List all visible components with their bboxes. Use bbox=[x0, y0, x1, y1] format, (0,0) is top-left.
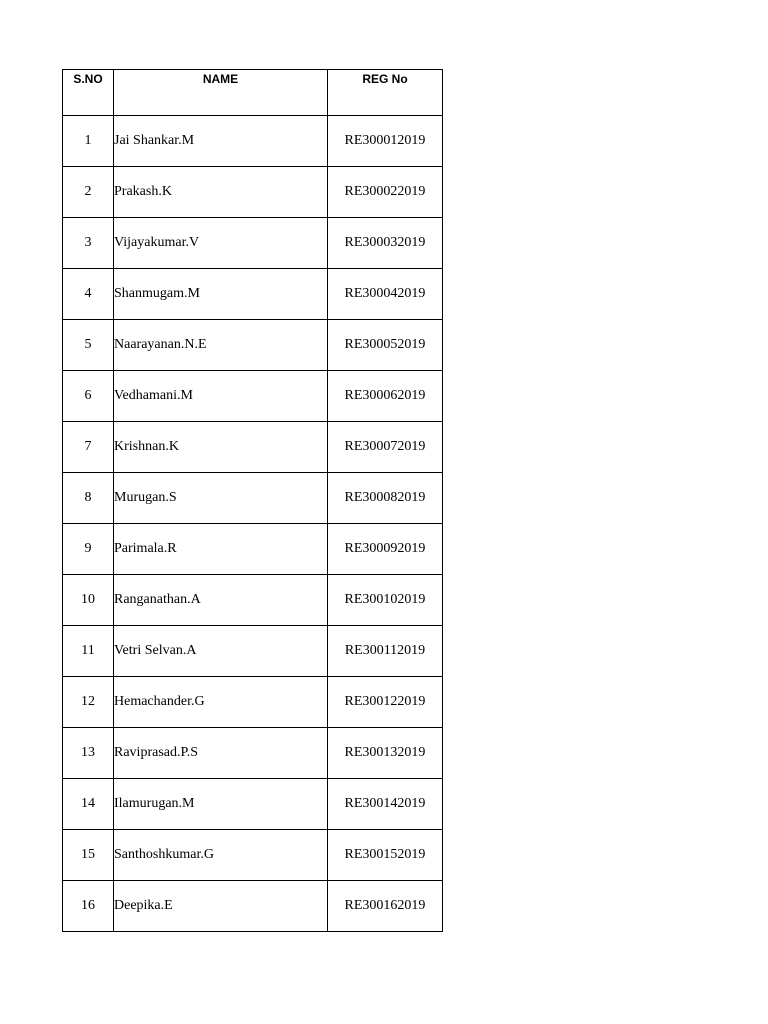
reg-no-cell: RE300072019 bbox=[328, 422, 443, 473]
reg-no-cell: RE300012019 bbox=[328, 116, 443, 167]
table-row bbox=[63, 116, 443, 167]
reg-no-cell: RE300142019 bbox=[328, 779, 443, 830]
registration-table bbox=[62, 69, 443, 932]
name-cell: Krishnan.K bbox=[114, 422, 328, 473]
name-cell: Ilamurugan.M bbox=[114, 779, 328, 830]
sno-cell: 6 bbox=[63, 371, 114, 422]
reg-no-cell: RE300062019 bbox=[328, 371, 443, 422]
column-header-name: NAME bbox=[114, 70, 328, 116]
table-row bbox=[63, 881, 443, 932]
table-row bbox=[63, 728, 443, 779]
table-row bbox=[63, 524, 443, 575]
table-row bbox=[63, 218, 443, 269]
name-cell: Vijayakumar.V bbox=[114, 218, 328, 269]
reg-no-cell: RE300112019 bbox=[328, 626, 443, 677]
reg-no-cell: RE300032019 bbox=[328, 218, 443, 269]
sno-cell: 12 bbox=[63, 677, 114, 728]
reg-no-cell: RE300022019 bbox=[328, 167, 443, 218]
table-row bbox=[63, 167, 443, 218]
sno-cell: 5 bbox=[63, 320, 114, 371]
sno-cell: 16 bbox=[63, 881, 114, 932]
sno-cell: 4 bbox=[63, 269, 114, 320]
reg-no-cell: RE300092019 bbox=[328, 524, 443, 575]
sno-cell: 11 bbox=[63, 626, 114, 677]
reg-no-cell: RE300132019 bbox=[328, 728, 443, 779]
sno-cell: 7 bbox=[63, 422, 114, 473]
table-row bbox=[63, 269, 443, 320]
sno-cell: 8 bbox=[63, 473, 114, 524]
reg-no-cell: RE300042019 bbox=[328, 269, 443, 320]
reg-no-cell: RE300082019 bbox=[328, 473, 443, 524]
sno-cell: 15 bbox=[63, 830, 114, 881]
name-cell: Deepika.E bbox=[114, 881, 328, 932]
column-header-reg-no: REG No bbox=[328, 70, 443, 116]
reg-no-cell: RE300152019 bbox=[328, 830, 443, 881]
name-cell: Murugan.S bbox=[114, 473, 328, 524]
table-row bbox=[63, 473, 443, 524]
table-row bbox=[63, 626, 443, 677]
table-row bbox=[63, 779, 443, 830]
name-cell: Santhoshkumar.G bbox=[114, 830, 328, 881]
sno-cell: 1 bbox=[63, 116, 114, 167]
name-cell: Hemachander.G bbox=[114, 677, 328, 728]
table-row bbox=[63, 320, 443, 371]
reg-no-cell: RE300052019 bbox=[328, 320, 443, 371]
sno-cell: 9 bbox=[63, 524, 114, 575]
name-cell: Ranganathan.A bbox=[114, 575, 328, 626]
name-cell: Shanmugam.M bbox=[114, 269, 328, 320]
reg-no-cell: RE300162019 bbox=[328, 881, 443, 932]
table-row bbox=[63, 830, 443, 881]
column-header-sno: S.NO bbox=[63, 70, 114, 116]
registration-sheet bbox=[62, 69, 442, 939]
name-cell: Jai Shankar.M bbox=[114, 116, 328, 167]
table-body bbox=[63, 116, 443, 932]
name-cell: Prakash.K bbox=[114, 167, 328, 218]
sno-cell: 2 bbox=[63, 167, 114, 218]
name-cell: Vetri Selvan.A bbox=[114, 626, 328, 677]
name-cell: Vedhamani.M bbox=[114, 371, 328, 422]
table-row bbox=[63, 677, 443, 728]
sno-cell: 10 bbox=[63, 575, 114, 626]
name-cell: Raviprasad.P.S bbox=[114, 728, 328, 779]
sno-cell: 3 bbox=[63, 218, 114, 269]
reg-no-cell: RE300102019 bbox=[328, 575, 443, 626]
sno-cell: 13 bbox=[63, 728, 114, 779]
table-row bbox=[63, 371, 443, 422]
table-row bbox=[63, 422, 443, 473]
sno-cell: 14 bbox=[63, 779, 114, 830]
name-cell: Naarayanan.N.E bbox=[114, 320, 328, 371]
name-cell: Parimala.R bbox=[114, 524, 328, 575]
table-row bbox=[63, 575, 443, 626]
reg-no-cell: RE300122019 bbox=[328, 677, 443, 728]
table-header-row bbox=[63, 70, 443, 116]
